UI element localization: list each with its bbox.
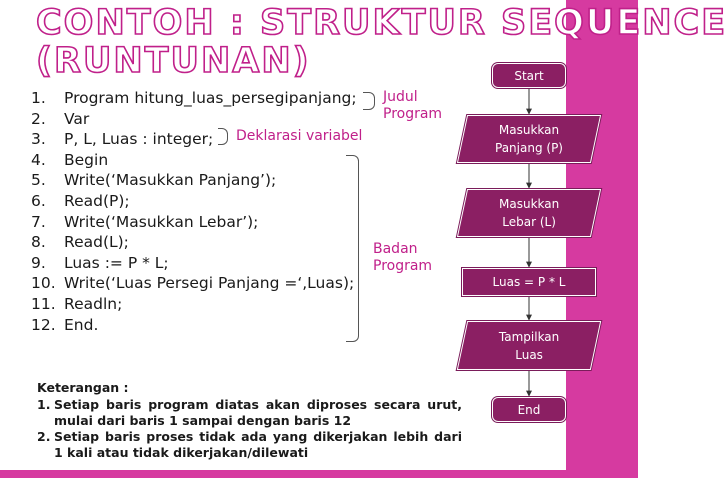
flow-node-input-lebar: [457, 189, 601, 237]
keterangan-item: [37, 397, 462, 429]
flow-node-output-luas: [457, 321, 601, 370]
node-label-line: Luas: [515, 347, 543, 362]
node-label-line: Lebar (L): [502, 215, 556, 229]
code-text: End.: [64, 315, 99, 334]
flow-node-process: [462, 268, 596, 296]
code-text: Write(‘Masukkan Panjang’);: [64, 171, 277, 190]
node-label: Start: [514, 68, 544, 83]
keterangan-item: [37, 429, 462, 461]
node-label: End: [517, 402, 541, 417]
node-label: [499, 195, 559, 231]
code-text: Luas := P * L;: [64, 253, 169, 272]
flow-node-input-panjang: [457, 115, 601, 163]
item-number: 2.: [37, 429, 51, 444]
line-number: 5.: [31, 171, 46, 190]
keterangan-title: Keterangan :: [37, 380, 129, 395]
line-number: 9.: [31, 253, 46, 272]
node-label-line: Masukkan: [498, 197, 560, 211]
flow-node-end: [492, 397, 566, 422]
code-listing: [31, 88, 357, 335]
annotation-deklarasi-variabel: Deklarasi variabel: [236, 128, 363, 144]
slide-title-line-1: CONTOH : STRUKTUR SEQUENCE: [36, 3, 727, 43]
code-line: [31, 191, 357, 212]
annotation-text: Program: [373, 258, 433, 274]
node-label-line: Panjang (P): [495, 141, 563, 155]
line-number: 11.: [31, 294, 56, 313]
keterangan-list: [37, 397, 462, 461]
decorative-bottom-bar: [0, 470, 566, 478]
line-number: 6.: [31, 191, 46, 210]
code-line: [31, 294, 357, 315]
code-line: [31, 315, 357, 336]
line-number: 10.: [31, 274, 56, 293]
code-line: [31, 88, 357, 109]
line-number: 12.: [31, 315, 56, 334]
code-text: Write(‘Luas Persegi Panjang =‘,Luas);: [64, 274, 355, 293]
bracket-judul: [363, 92, 375, 110]
flow-node-start: [492, 63, 566, 88]
code-text: Write(‘Masukkan Lebar’);: [64, 212, 259, 231]
node-label: [499, 328, 559, 364]
code-text: P, L, Luas : integer;: [64, 130, 214, 149]
line-number: 7.: [31, 212, 46, 231]
code-text: Begin: [64, 150, 109, 169]
code-line: [31, 170, 357, 191]
line-number: 4.: [31, 150, 46, 169]
code-text: Readln;: [64, 294, 123, 313]
item-number: 1.: [37, 397, 51, 412]
slide-title-line-2: (RUNTUNAN): [36, 41, 311, 81]
annotation-judul-program: [383, 89, 442, 123]
code-line: [31, 212, 357, 233]
node-label-line: Tampilkan: [498, 329, 560, 344]
line-number: 3.: [31, 130, 46, 149]
line-number: 2.: [31, 109, 46, 128]
annotation-badan-program: [373, 241, 432, 275]
bracket-deklarasi: [218, 128, 228, 145]
bracket-badan: [346, 155, 359, 342]
node-label: [495, 121, 563, 157]
item-text: Setiap baris proses tidak ada yang dikerjakan lebih dari 1 kali atau tidak dikerjakan/dilewati: [54, 429, 462, 460]
code-line: [31, 109, 357, 130]
annotation-text: Judul: [383, 89, 418, 105]
code-text: Read(P);: [64, 191, 130, 210]
line-number: 8.: [31, 233, 46, 252]
node-label-line: Masukkan: [498, 123, 560, 137]
code-line: [31, 253, 357, 274]
annotation-text: Badan: [373, 241, 418, 257]
code-text: Var: [64, 109, 90, 128]
node-label: Luas = P * L: [492, 275, 566, 289]
item-text: Setiap baris program diatas akan diproses secara urut, mulai dari baris 1 sampai dengan baris 12: [54, 397, 462, 428]
code-text: Program hitung_luas_persegipanjang;: [64, 89, 357, 107]
line-number: 1.: [31, 89, 46, 107]
annotation-text: Program: [383, 106, 443, 122]
code-line: [31, 232, 357, 253]
code-line: [31, 150, 357, 171]
code-line: [31, 273, 357, 294]
code-text: Read(L);: [64, 233, 129, 252]
